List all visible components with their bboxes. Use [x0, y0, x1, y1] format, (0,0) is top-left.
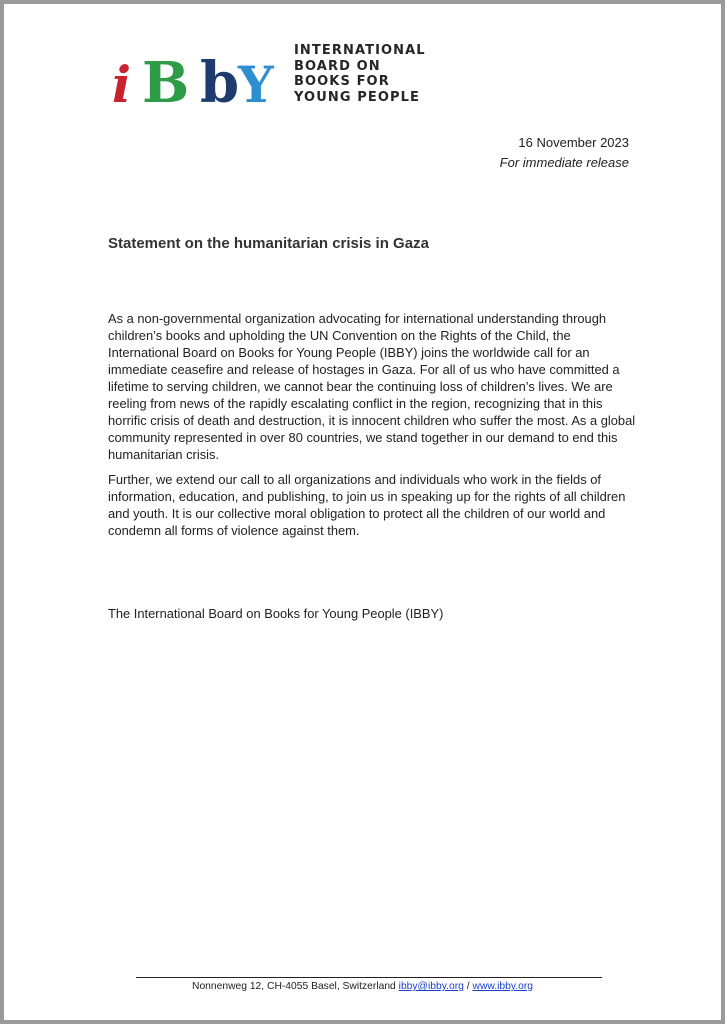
release-date: 16 November 2023: [518, 135, 629, 150]
logo-letter-y: Y: [238, 55, 274, 108]
document-page: [4, 4, 721, 1020]
release-note: For immediate release: [499, 155, 629, 170]
ibby-logo-mark: [108, 38, 288, 108]
signoff: The International Board on Books for Young People (IBBY): [108, 606, 444, 621]
footer-separator: /: [466, 981, 470, 992]
document-body: [108, 310, 638, 547]
logo-letter-i: i: [112, 55, 131, 108]
ibby-logo: [108, 38, 428, 108]
logo-letter-b-upper: B: [142, 50, 190, 108]
logo-wordmark-line: YOUNG PEOPLE: [294, 89, 420, 105]
document-title: Statement on the humanitarian crisis in Gaza: [108, 235, 429, 252]
body-paragraph: As a non-governmental organization advocating for international understanding through children’s books and upholding the UN Convention on the Rights of the Child, the International Board on Books for Young People (IBBY) joins the worldwide call for an immediate ceasefire and release of hostages in Gaza. For all of us who have committed a lifetime to serving children, we cannot bear the continuing loss of children’s lives. We are reeling from news of the rapidly escalating conflict in the region, recognizing that in this horrific crisis of death and destruction, it is innocent children who suffer the most. As a global community represented in over 80 countries, we stand together in our demand to end this humanitarian crisis.: [108, 311, 636, 462]
footer: [4, 981, 721, 992]
logo-wordmark-line: BOOKS FOR: [294, 74, 390, 89]
footer-email-link[interactable]: ibby@ibby.org: [398, 981, 464, 992]
footer-divider: [136, 977, 602, 978]
logo-wordmark-line: INTERNATIONAL: [294, 43, 426, 58]
body-paragraph: Further, we extend our call to all organizations and individuals who work in the fields of information, education, and publishing, to join us in speaking up for the rights of all children and youth. It is our collective moral obligation to protect all the children of our world and condemn all forms of violence against them.: [108, 472, 626, 538]
footer-website-link[interactable]: www.ibby.org: [472, 981, 533, 992]
logo-wordmark: [294, 43, 426, 105]
logo-letter-b-lower: b: [200, 50, 240, 108]
footer-address: Nonnenweg 12, CH-4055 Basel, Switzerland: [192, 981, 396, 992]
logo-wordmark-line: BOARD ON: [294, 58, 381, 74]
